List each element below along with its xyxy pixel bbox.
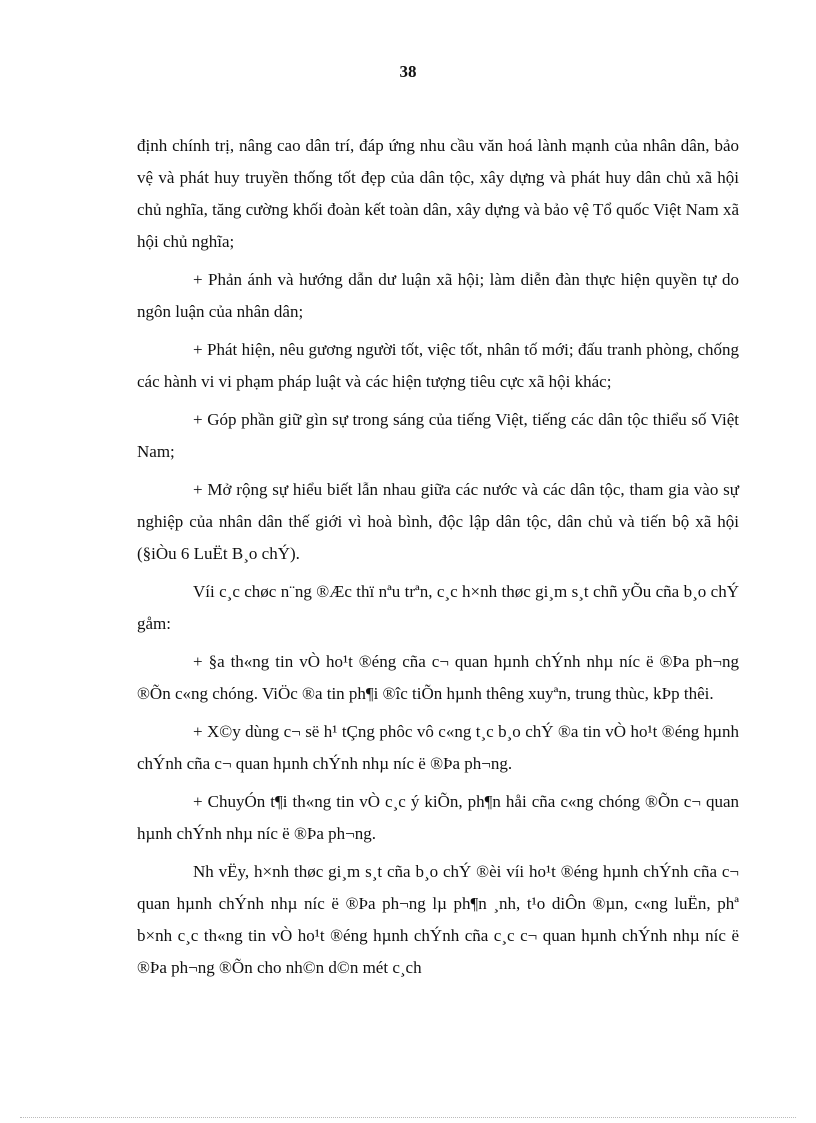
paragraph-7: + §a th«ng tin vÒ ho¹t ®éng cña c¬ quan hµnh chÝnh nhµ níc ë ®Þa ph¬ng ®Õn c«ng chóng. ViÖc ®a tin ph¶i ®îc tiÕn hµnh thêng xuyªn, trung thùc, kÞp thêi.: [137, 652, 739, 703]
paragraph-5: + Mở rộng sự hiểu biết lẫn nhau giữa các nước và các dân tộc, tham gia vào sự nghiệp của nhân dân thế giới vì hoà bình, độc lập dân tộc, dân chủ và tiến bộ xã hội (§iÒu 6 LuËt B¸o chÝ).: [137, 480, 739, 563]
paragraph-9: + ChuyÓn t¶i th«ng tin vÒ c¸c ý kiÕn, ph¶n håi cña c«ng chóng ®Õn c¬ quan hµnh chÝnh nhµ níc ë ®Þa ph¬ng.: [137, 792, 739, 843]
paragraph-8: + X©y dùng c¬ së h¹ tÇng phôc vô c«ng t¸c b¸o chÝ ®a tin vÒ ho¹t ®éng hµnh chÝnh cña c¬ quan hµnh chÝnh nhµ níc ë ®Þa ph¬ng.: [137, 722, 739, 773]
bottom-dotted-rule: [20, 1117, 796, 1118]
page-number: 38: [399, 62, 417, 81]
paragraph-4: + Góp phần giữ gìn sự trong sáng của tiếng Việt, tiếng các dân tộc thiểu số Việt Nam;: [137, 410, 739, 461]
paragraph-10: Nh vËy, h×nh thøc gi¸m s¸t cña b¸o chÝ ®èi víi ho¹t ®éng hµnh chÝnh cña c¬ quan hµnh chÝnh nhµ níc ë ®Þa ph¬ng lµ ph¶n ¸nh, t¹o diÔn ®µn, c«ng luËn, phª b×nh c¸c th«ng tin vÒ ho¹t ®éng hµnh chÝnh cña c¸c c¬ quan hµnh chÝnh nhµ níc ë ®Þa ph¬ng ®Õn cho nh©n d©n mét c¸ch: [137, 862, 739, 977]
paragraph-2: + Phản ánh và hướng dẫn dư luận xã hội; làm diễn đàn thực hiện quyền tự do ngôn luận của nhân dân;: [137, 270, 739, 321]
document-body: [137, 130, 739, 990]
paragraph-6: Víi c¸c chøc n¨ng ®Æc thï nªu trªn, c¸c h×nh thøc gi¸m s¸t chñ yÕu cña b¸o chÝ gåm:: [137, 582, 739, 633]
paragraph-1: định chính trị, nâng cao dân trí, đáp ứng nhu cầu văn hoá lành mạnh của nhân dân, bảo vệ và phát huy truyền thống tốt đẹp của dân tộc, xây dựng và phát huy dân chủ xã hội chủ nghĩa, tăng cường khối đoàn kết toàn dân, xây dựng và bảo vệ Tổ quốc Việt Nam xã hội chủ nghĩa;: [137, 136, 739, 251]
paragraph-3: + Phát hiện, nêu gương người tốt, việc tốt, nhân tố mới; đấu tranh phòng, chống các hành vi vi phạm pháp luật và các hiện tượng tiêu cực xã hội khác;: [137, 340, 739, 391]
